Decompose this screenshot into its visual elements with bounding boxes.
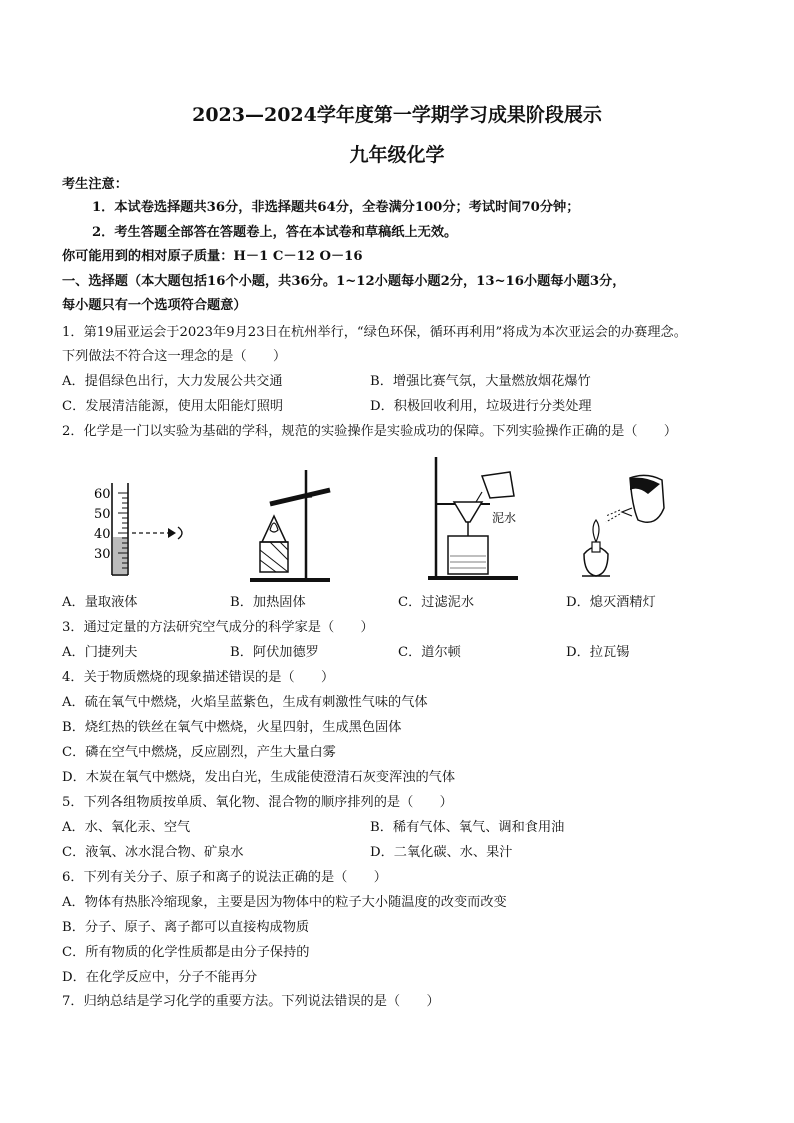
question-5-option-b: B．稀有气体、氧气、调和食用油 bbox=[370, 820, 565, 835]
section-heading-cont: 每小题只有一个选项符合题意） bbox=[62, 298, 247, 313]
question-2-option-c: C．过滤泥水 bbox=[398, 595, 475, 610]
tick-label-30: 30 bbox=[94, 547, 111, 562]
notice-item-2: 2．考生答题全部答在答题卷上，答在本试卷和草稿纸上无效。 bbox=[92, 225, 458, 240]
question-1-stem-cont: 下列做法不符合这一理念的是（ ） bbox=[62, 349, 287, 364]
heating-solid-figure bbox=[240, 460, 350, 585]
section-heading: 一、选择题（本大题包括16个小题，共36分。1~12小题每小题2分，13~16小题每小题3分， bbox=[62, 274, 626, 289]
question-3-option-a: A．门捷列夫 bbox=[62, 645, 138, 660]
question-5-option-c: C．液氧、冰水混合物、矿泉水 bbox=[62, 845, 244, 860]
question-5-stem: 5．下列各组物质按单质、氧化物、混合物的顺序排列的是（ ） bbox=[62, 795, 453, 810]
filter-label-mud-water: 泥水 bbox=[492, 511, 517, 525]
question-3-option-b: B．阿伏加德罗 bbox=[230, 645, 319, 660]
tick-label-60: 60 bbox=[94, 487, 111, 502]
question-2-option-b: B．加热固体 bbox=[230, 595, 306, 610]
question-6-option-b: B．分子、原子、离子都可以直接构成物质 bbox=[62, 920, 310, 935]
question-4-option-d: D．木炭在氧气中燃烧，发出白光，生成能使澄清石灰变浑浊的气体 bbox=[62, 770, 456, 785]
question-3-stem: 3．通过定量的方法研究空气成分的科学家是（ ） bbox=[62, 620, 374, 635]
question-4-option-a: A．硫在氧气中燃烧，火焰呈蓝紫色，生成有刺激性气味的气体 bbox=[62, 695, 428, 710]
question-6-stem: 6．下列有关分子、原子和离子的说法正确的是（ ） bbox=[62, 870, 387, 885]
question-1-option-d: D．积极回收利用，垃圾进行分类处理 bbox=[370, 399, 592, 414]
question-5-option-a: A．水、氧化汞、空气 bbox=[62, 820, 191, 835]
filtration-figure bbox=[410, 452, 540, 585]
graduated-cylinder-figure bbox=[80, 475, 200, 585]
question-1-option-a: A．提倡绿色出行，大力发展公共交通 bbox=[62, 374, 283, 389]
eye-icon bbox=[178, 527, 182, 539]
question-1-option-b: B．增强比赛气氛，大量燃放烟花爆竹 bbox=[370, 374, 591, 389]
question-2-option-a: A．量取液体 bbox=[62, 595, 138, 610]
question-1-option-c: C．发展清洁能源，使用太阳能灯照明 bbox=[62, 399, 284, 414]
question-1-stem: 1．第19届亚运会于2023年9月23日在杭州举行，“绿色环保，循环再利用”将成为本次亚运会的办赛理念。 bbox=[62, 325, 687, 340]
question-2-stem: 2．化学是一门以实验为基础的学科，规范的实验操作是实验成功的保障。下列实验操作正确的是（ ） bbox=[62, 424, 678, 439]
question-3-option-c: C．道尔顿 bbox=[398, 645, 461, 660]
question-4-option-b: B．烧红热的铁丝在氧气中燃烧，火星四射，生成黑色固体 bbox=[62, 720, 402, 735]
exam-subtitle: 九年级化学 bbox=[349, 144, 445, 166]
atomic-mass-line: 你可能用到的相对原子质量：H－1 C－12 O－16 bbox=[62, 249, 363, 264]
question-4-option-c: C．磷在空气中燃烧，反应剧烈，产生大量白雾 bbox=[62, 745, 336, 760]
notice-item-1: 1．本试卷选择题共36分，非选择题共64分，全卷满分100分；考试时间70分钟； bbox=[92, 200, 580, 215]
question-6-option-c: C．所有物质的化学性质都是由分子保持的 bbox=[62, 945, 310, 960]
question-3-option-d: D．拉瓦锡 bbox=[566, 645, 630, 660]
tick-label-50: 50 bbox=[94, 507, 111, 522]
tick-label-40: 40 bbox=[94, 527, 111, 542]
question-7-stem: 7．归纳总结是学习化学的重要方法。下列说法错误的是（ ） bbox=[62, 994, 440, 1009]
exam-title: 2023—2024学年度第一学期学习成果阶段展示 bbox=[192, 104, 602, 126]
notice-heading: 考生注意： bbox=[62, 177, 128, 192]
question-4-stem: 4．关于物质燃烧的现象描述错误的是（ ） bbox=[62, 670, 335, 685]
question-6-option-a: A．物体有热胀冷缩现象，主要是因为物体中的粒子大小随温度的改变而改变 bbox=[62, 895, 507, 910]
question-6-option-d: D．在化学反应中，分子不能再分 bbox=[62, 970, 258, 985]
question-2-option-d: D．熄灭酒精灯 bbox=[566, 595, 656, 610]
question-5-option-d: D．二氧化碳、水、果汁 bbox=[370, 845, 513, 860]
alcohol-lamp-figure bbox=[576, 470, 686, 585]
